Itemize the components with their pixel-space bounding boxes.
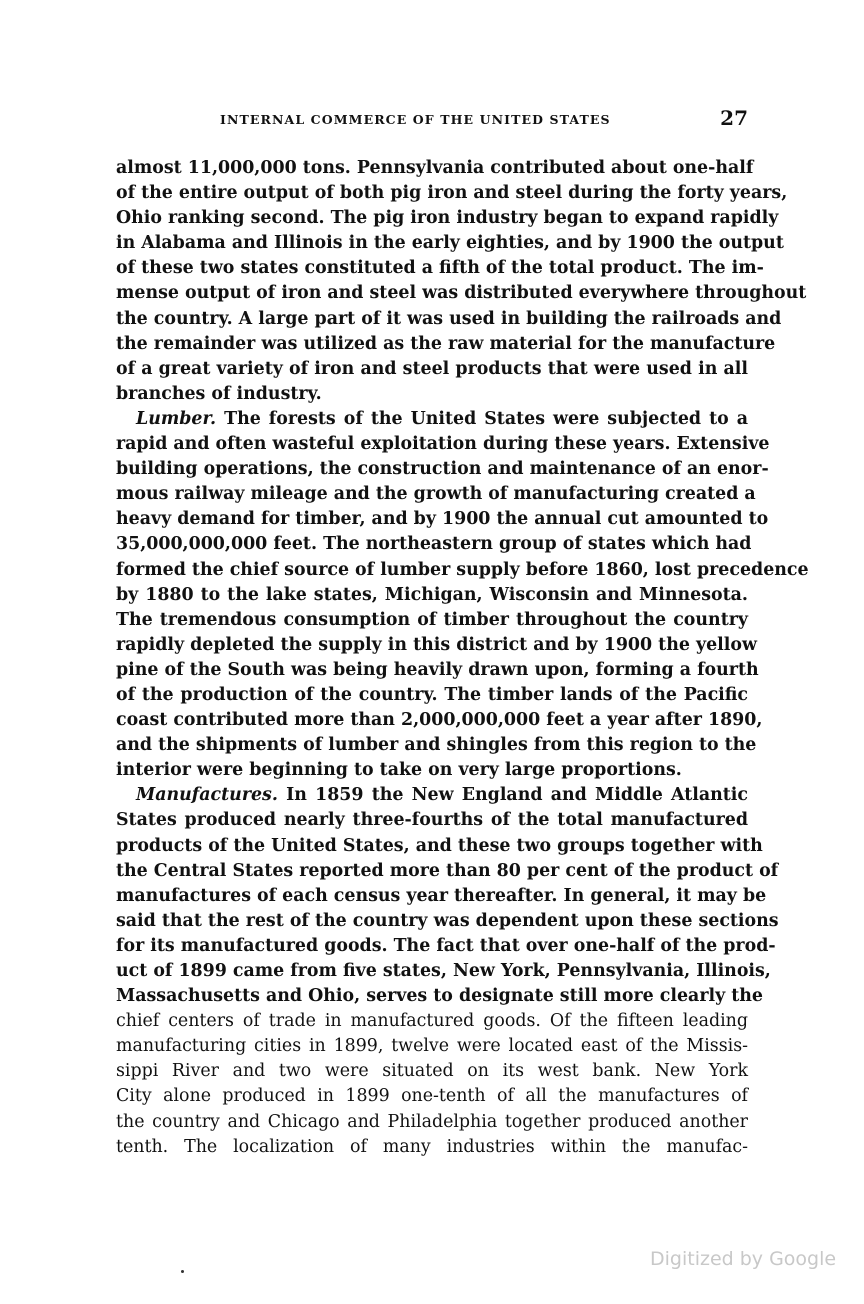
text-line: the Central States reported more than 80 per cent of the product of	[116, 860, 779, 881]
text-line: rapid and often wasteful exploitation during these years. Extensive	[116, 434, 770, 455]
text-line: mense output of iron and steel was distributed everywhere throughout	[116, 283, 807, 304]
text-line	[116, 783, 748, 808]
text-line: interior were beginning to take on very large proportions.	[116, 760, 682, 781]
text-line: the remainder was utilized as the raw material for the manufacture	[116, 333, 776, 354]
text-line: pine of the South was being heavily drawn upon, forming a fourth	[116, 659, 759, 680]
text-line: Ohio ranking second. The pig iron industry began to expand rapidly	[116, 208, 779, 229]
body-text	[116, 156, 809, 1160]
text-line: said that the rest of the country was dependent upon these sections	[116, 910, 779, 931]
text-line: of these two states constituted a fifth of the total product. The im-	[116, 258, 764, 279]
text-line: Massachusetts and Ohio, serves to designate still more clearly the	[116, 986, 763, 1007]
text-line-body: The forests of the United States were subjected to a	[224, 408, 748, 429]
paragraph-heading-lumber: Lumber.	[136, 408, 217, 429]
text-line: uct of 1899 came from five states, New York, Pennsylvania, Illinois,	[116, 961, 771, 981]
page-number: 27	[720, 106, 748, 130]
text-line: 35,000,000,000 feet. The northeastern group of states which had	[116, 534, 752, 555]
text-line: sippi River and two were situated on its west bank. New York	[116, 1061, 748, 1082]
text-line: by 1880 to the lake states, Michigan, Wisconsin and Minnesota.	[116, 584, 748, 605]
digitization-watermark: Digitized by Google	[650, 1248, 837, 1270]
text-line: of the entire output of both pig iron and steel during the forty years,	[116, 183, 788, 204]
text-line: almost 11,000,000 tons. Pennsylvania contributed about one-half	[116, 158, 754, 178]
text-line: The tremendous consumption of timber throughout the country	[116, 609, 748, 630]
text-line: in Alabama and Illinois in the early eighties, and by 1900 the output	[116, 233, 784, 254]
text-line: City alone produced in 1899 one-tenth of all the manufactures of	[116, 1086, 748, 1107]
text-line: for its manufactured goods. The fact that over one-half of the prod-	[116, 935, 776, 956]
text-line: tenth. The localization of many industries within the manufac-	[116, 1136, 748, 1157]
text-line: rapidly depleted the supply in this district and by 1900 the yellow	[116, 634, 757, 655]
text-line: building operations, the construction and maintenance of an enor-	[116, 459, 769, 480]
text-line: manufactures of each census year thereafter. In general, it may be	[116, 885, 767, 906]
text-line: chief centers of trade in manufactured goods. Of the fifteen leading	[116, 1011, 748, 1032]
text-line: heavy demand for timber, and by 1900 the annual cut amounted to	[116, 509, 769, 530]
text-line: mous railway mileage and the growth of manufacturing created a	[116, 484, 756, 505]
text-line: and the shipments of lumber and shingles from this region to the	[116, 735, 757, 756]
text-line: formed the chief source of lumber supply before 1860, lost precedence	[116, 559, 809, 580]
text-line: branches of industry.	[116, 383, 322, 404]
running-head	[116, 106, 748, 134]
text-line: coast contributed more than 2,000,000,000 feet a year after 1890,	[116, 710, 763, 731]
text-line	[116, 407, 748, 432]
text-line: of a great variety of iron and steel products that were used in all	[116, 358, 748, 379]
scan-speck	[181, 1270, 184, 1273]
running-title: INTERNAL COMMERCE OF THE UNITED STATES	[220, 112, 611, 127]
text-line-body: In 1859 the New England and Middle Atlantic	[286, 785, 748, 806]
text-line: manufacturing cities in 1899, twelve were located east of the Missis-	[116, 1036, 748, 1057]
text-line: of the production of the country. The timber lands of the Pacific	[116, 684, 748, 705]
paragraph-heading-manufactures: Manufactures.	[136, 785, 278, 806]
text-line: the country and Chicago and Philadelphia together produced another	[116, 1111, 748, 1132]
text-line: the country. A large part of it was used in building the railroads and	[116, 308, 782, 329]
text-line: States produced nearly three-fourths of the total manufactured	[116, 810, 748, 831]
text-line: products of the United States, and these two groups together with	[116, 835, 763, 856]
